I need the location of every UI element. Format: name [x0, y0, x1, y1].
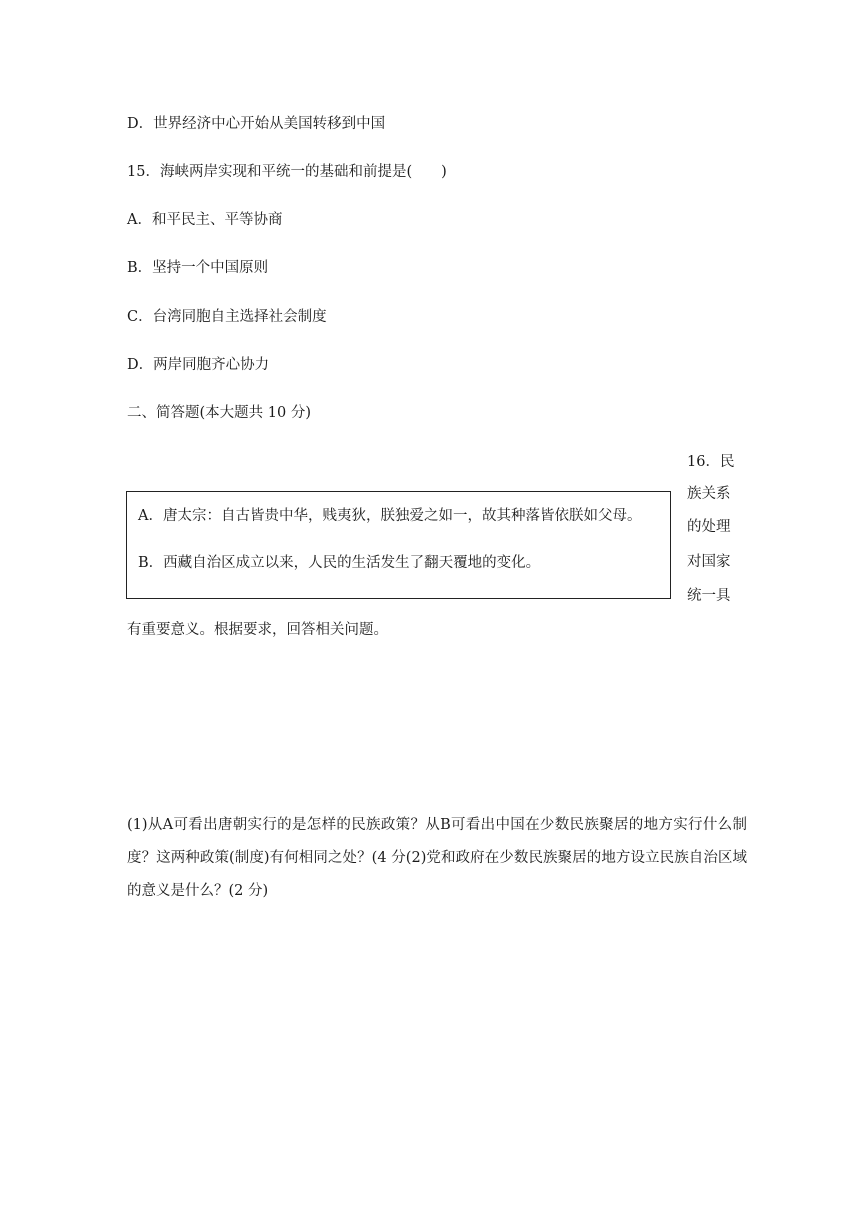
material-a: A．唐太宗：自古皆贵中华，贱夷狄，朕独爱之如一，故其种落皆依朕如父母。 [138, 508, 642, 524]
section-heading: 二、简答题(本大题共 10 分) [127, 405, 311, 421]
question-15-option-c: C．台湾同胞自主选择社会制度 [127, 309, 327, 325]
material-b: B．西藏自治区成立以来，人民的生活发生了翻天覆地的变化。 [138, 555, 541, 571]
question-16-stem-end: 有重要意义。根据要求，回答相关问题。 [127, 622, 388, 638]
question-16-side-line: 的处理 [687, 519, 731, 535]
material-box [126, 491, 671, 599]
question-15-option-b: B．坚持一个中国原则 [127, 260, 269, 276]
question-15-option-a: A．和平民主、平等协商 [127, 212, 283, 228]
question-16-side-line: 对国家 [687, 554, 731, 570]
question-16-side-line: 统一具 [687, 588, 731, 604]
question-16-subquestions: (1)从A可看出唐朝实行的是怎样的民族政策？从B可看出中国在少数民族聚居的地方实行什么制度？这两种政策(制度)有何相同之处？(4 分(2)党和政府在少数民族聚居的地方设立民族自治区域的意义是什么？(2 分) [127, 817, 747, 899]
question-16-side-line: 族关系 [687, 486, 731, 502]
question-16-side-line: 16．民 [687, 454, 735, 470]
question-14-option-d: D．世界经济中心开始从美国转移到中国 [127, 116, 386, 132]
question-15-stem: 15．海峡两岸实现和平统一的基础和前提是( ) [127, 164, 447, 180]
question-15-option-d: D．两岸同胞齐心协力 [127, 357, 270, 373]
